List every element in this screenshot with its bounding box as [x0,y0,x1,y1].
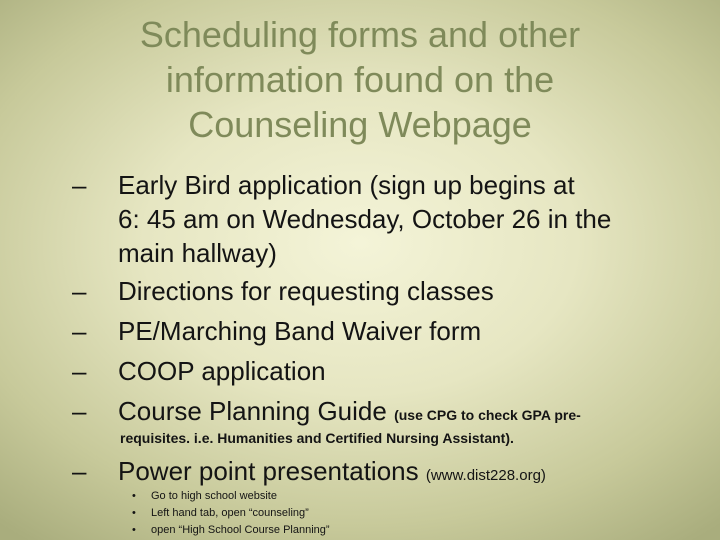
title-line-1: Scheduling forms and other [139,14,581,55]
bullet-main-text: Power point presentations [118,456,419,486]
title-line-2: information found on the [165,59,555,100]
slide-title [60,12,660,147]
sub-bullet-marker: • [132,490,136,502]
bullet-note-line-2: requisites. i.e. Humanities and Certified Nursing Assistant). [120,430,514,446]
bullet-main-text: Course Planning Guide [118,396,387,426]
sub-bullet-text: Left hand tab, open “counseling” [151,507,309,519]
sub-bullet-text: Go to high school website [151,490,277,502]
bullet-note: (use CPG to check GPA pre- [394,407,581,423]
website-url: (www.dist228.org) [425,467,546,484]
bullet-text [118,394,581,432]
bullet-dash: – [72,456,87,486]
bullet-text: PE/Marching Band Waiver form [118,316,482,346]
bullet-text: COOP application [118,356,326,386]
bullet-text-line-3: main hallway) [118,238,277,268]
title-line-3: Counseling Webpage [188,104,532,145]
sub-bullet-text: open “High School Course Planning” [151,524,330,536]
bullet-text-line-1: Early Bird application (sign up begins at [118,170,575,200]
bullet-dash: – [72,356,87,386]
bullet-dash: – [72,276,87,306]
sub-bullet-marker: • [132,524,136,536]
sub-bullet-marker: • [132,507,136,519]
bullet-dash: – [72,170,87,200]
bullet-text-line-2: 6: 45 am on Wednesday, October 26 in the [118,204,612,234]
bullet-dash: – [72,396,87,426]
bullet-text: Directions for requesting classes [118,276,494,306]
bullet-dash: – [72,316,87,346]
